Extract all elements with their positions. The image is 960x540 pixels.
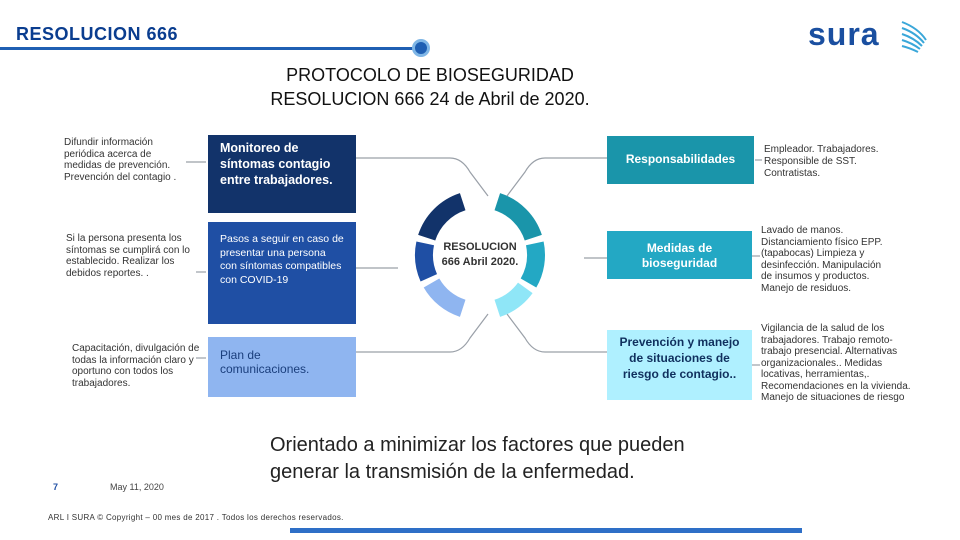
ring-segment-1 [427, 202, 463, 238]
ring-segment-4 [497, 202, 533, 238]
box-plan-comunicaciones: Plan de comunicaciones. [208, 337, 356, 397]
footer-bar [290, 528, 802, 533]
ring-center-line1: RESOLUCION [443, 241, 517, 253]
connector-left-3 [356, 314, 488, 352]
box-monitoreo-sintomas: Monitoreo de síntomas contagio entre trabajadores. [208, 135, 356, 213]
left-note-1: Difundir información periódica acerca de medidas de prevención. Prevención del contagio . [64, 137, 177, 183]
connector-right-3 [507, 314, 607, 352]
box-pasos-a-seguir: Pasos a seguir en caso de presentar una persona con síntomas compatibles con COVID-19 [208, 222, 356, 324]
summary-text [270, 432, 750, 486]
main-title-line2: RESOLUCION 666 24 de Abril de 2020. [270, 89, 590, 109]
ring-center-label [428, 240, 532, 270]
summary-line1: Orientado a minimizar los factores que pueden [270, 434, 685, 456]
box-responsabilidades: Responsabilidades [607, 136, 754, 184]
left-note-3: Capacitación, divulgación de todas la información claro y oportuno con todos los trabajadores. [72, 343, 200, 389]
connector-right-1 [507, 158, 607, 196]
right-note-3: Vigilancia de la salud de los trabajadores. Trabajo remoto- trabajo presencial. Alternativas organizacionales.. Medidas locativas, herramientas,. Recomendaciones en la vivienda. Manejo de situaciones de riesgo [761, 323, 911, 403]
main-title-line1: PROTOCOLO DE BIOSEGURIDAD [286, 65, 574, 85]
slide-date: May 11, 2020 [110, 482, 164, 492]
right-note-2: Lavado de manos. Distanciamiento físico EPP.(tapabocas) Limpieza y desinfección. Manipulación de insumos y productos. Manejo de residuos. [761, 225, 883, 294]
logo-text: sura [808, 16, 880, 52]
box-prevencion-manejo: Prevención y manejo de situaciones de riesgo de contagio.. [607, 330, 752, 400]
copyright-footer: ARL I SURA © Copyright – 00 mes de 2017 . Todos los derechos reservados. [48, 513, 344, 522]
left-note-2: Si la persona presenta los síntomas se cumplirá con lo establecido. Realizar los debidos reportes. . [66, 233, 190, 279]
ring-center-line2: 666 Abril 2020. [441, 256, 519, 268]
page-number: 7 [53, 482, 59, 492]
right-note-1: Empleador. Trabajadores. Responsible de SST. Contratistas. [764, 144, 879, 179]
section-title: RESOLUCION 666 [16, 24, 179, 44]
ring-segment-3 [432, 283, 463, 308]
summary-line2: generar la transmisión de la enfermedad. [270, 461, 635, 483]
box-medidas-bioseguridad: Medidas de bioseguridad [607, 231, 752, 279]
ring-segment-6 [497, 288, 525, 308]
connector-left-1 [356, 158, 488, 196]
